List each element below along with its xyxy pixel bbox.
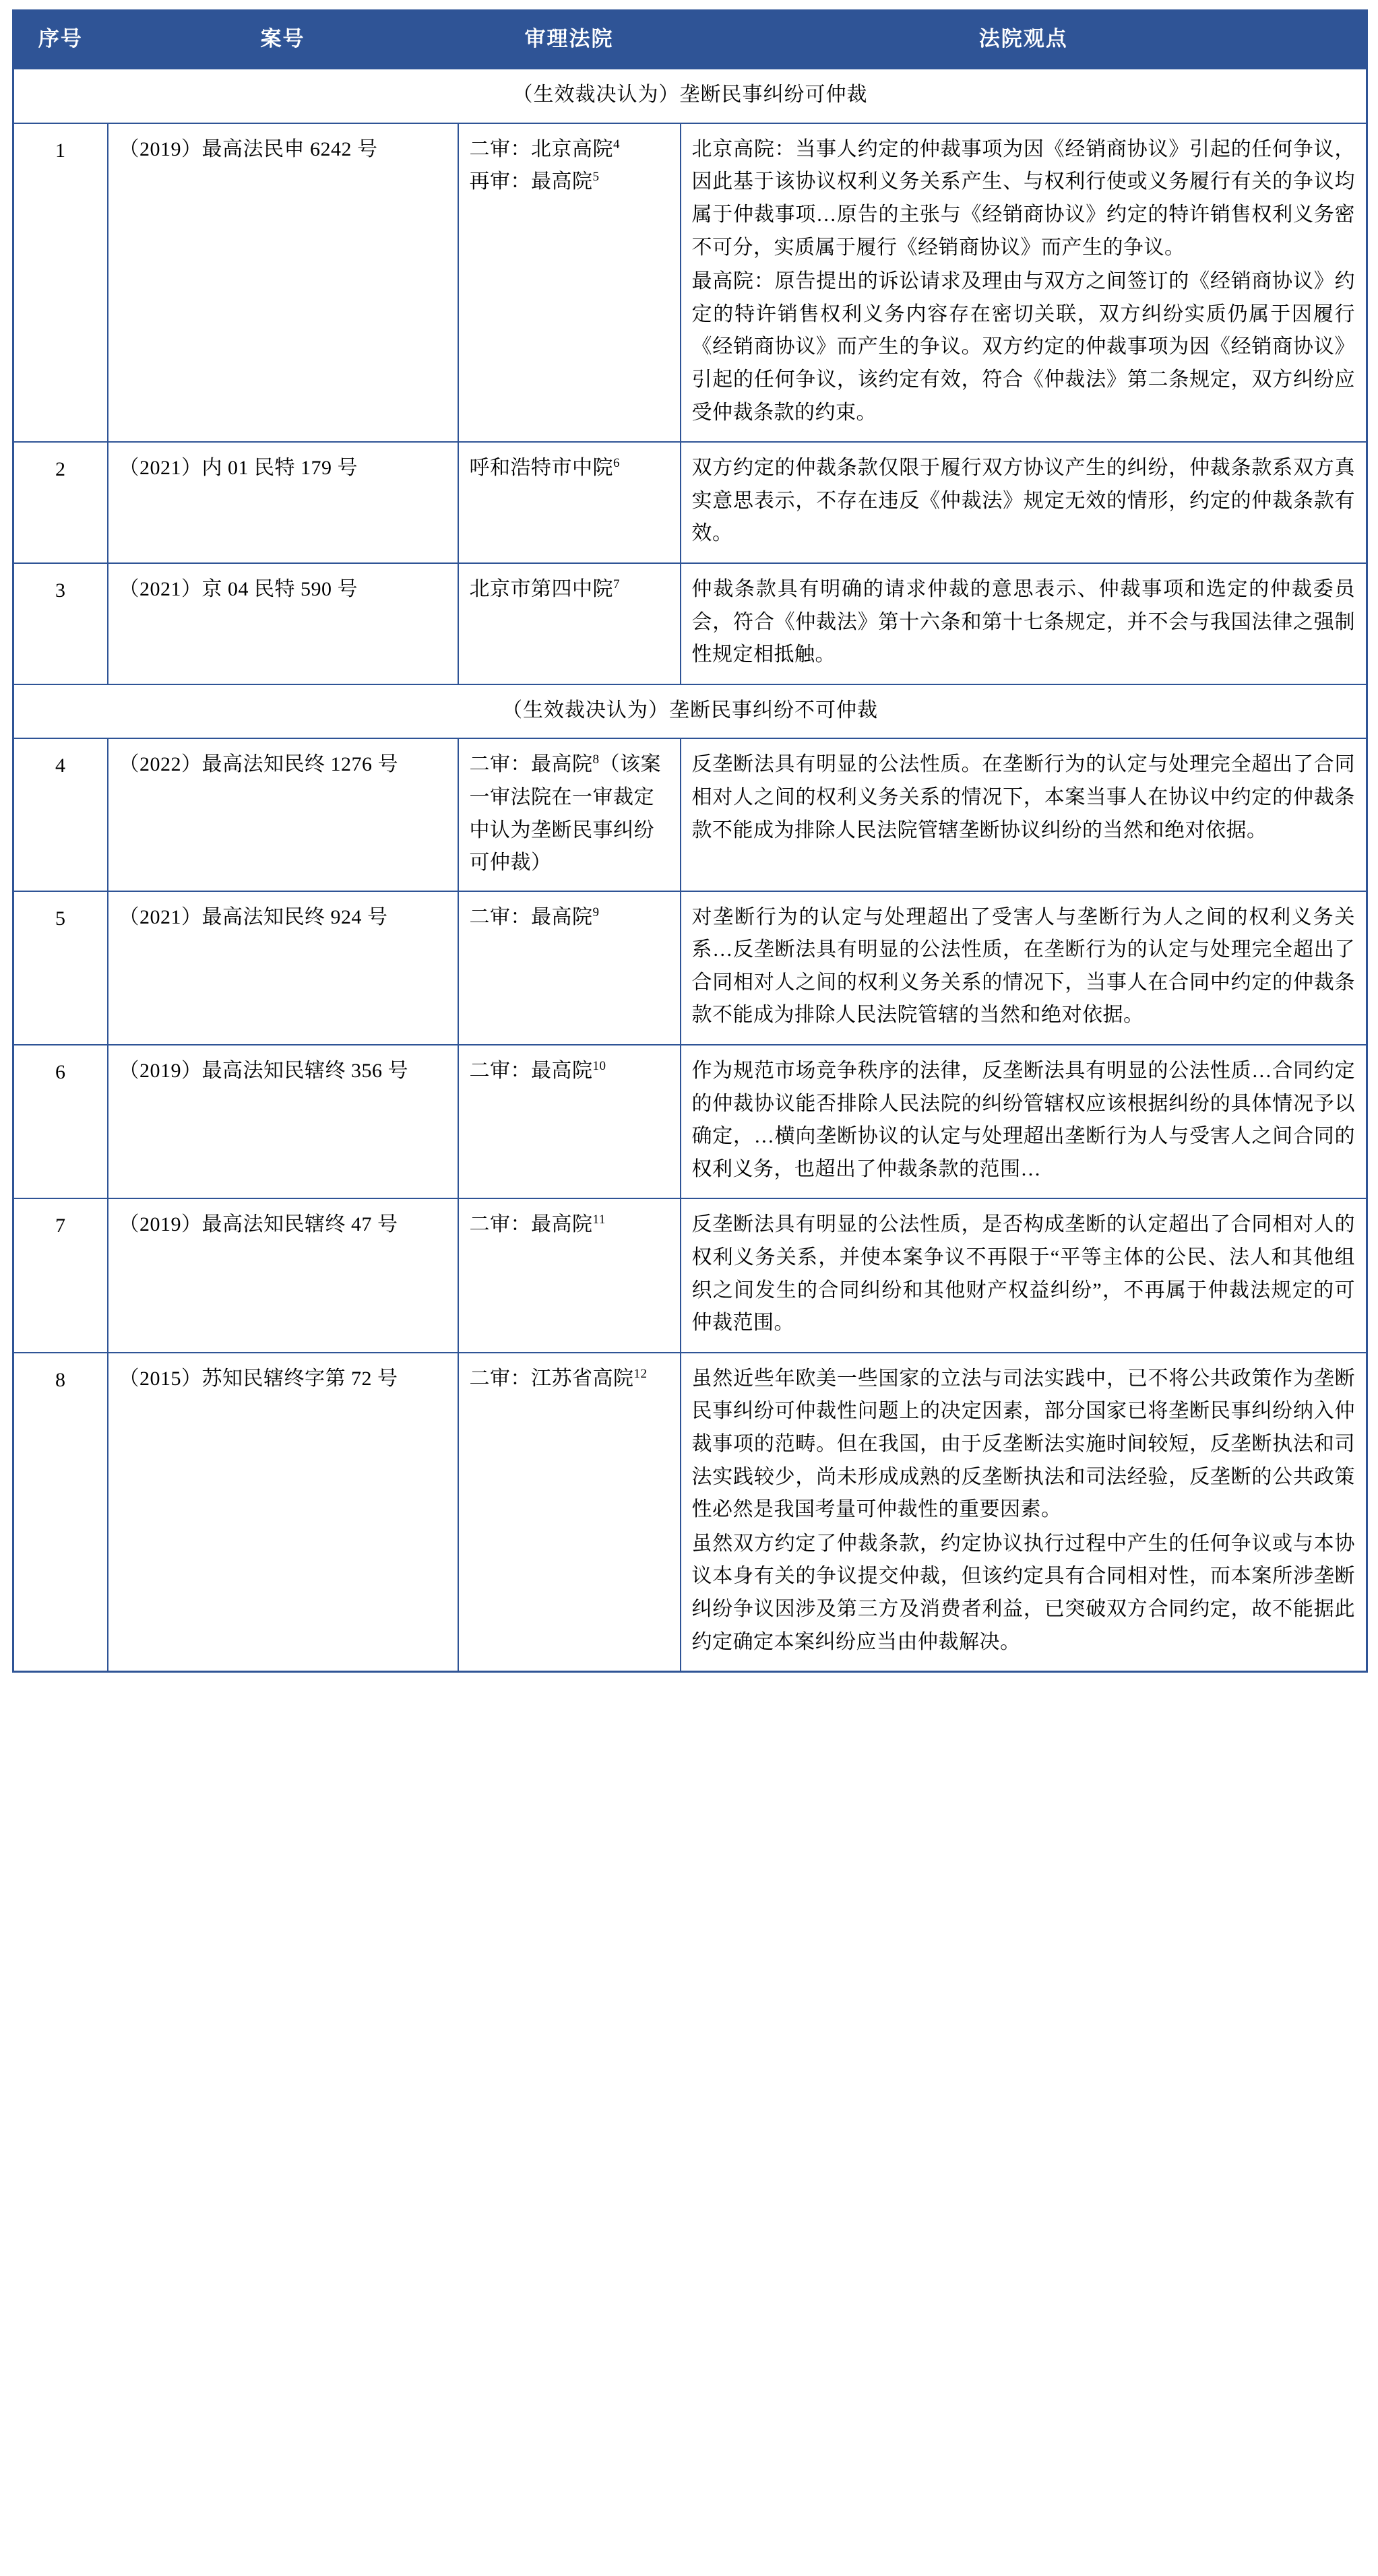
court-note: （该案一审法院在一审裁定中认为垄断民事纠纷可仲裁） [469, 753, 661, 874]
row-court-view [681, 1198, 1367, 1352]
footnote-marker: 11 [592, 1213, 606, 1227]
row-index: 6 [13, 1045, 108, 1198]
row-court-view [681, 1353, 1367, 1672]
row-court-view [681, 442, 1367, 563]
section-header-row [13, 69, 1367, 123]
row-index: 8 [13, 1353, 108, 1672]
view-paragraph: 作为规范市场竞争秩序的法律，反垄断法具有明显的公法性质…合同约定的仲裁协议能否排除人民法院的纠纷管辖权应该根据纠纷的具体情况予以确定，…横向垄断协议的认定与处理超出垄断行为人与受害人之间合同的权利义务，也超出了仲裁条款的范围… [691, 1060, 1355, 1180]
section-label: （生效裁决认为）垄断民事纠纷可仲裁 [13, 69, 1367, 123]
footnote-marker: 5 [592, 170, 600, 185]
row-case-number: （2019）最高法民申 6242 号 [108, 123, 458, 442]
row-case-number: （2021）最高法知民终 924 号 [108, 891, 458, 1045]
view-paragraph: 最高院：原告提出的诉讼请求及理由与双方之间签订的《经销商协议》约定的特许销售权利义务内容存在密切关联，双方纠纷实质仍属于因履行《经销商协议》而产生的争议。双方约定的仲裁事项为因《经销商协议》引起的任何争议，该约定有效，符合《仲裁法》第二条规定，双方纠纷应受仲裁条款的约束。 [691, 270, 1355, 424]
header-court: 审理法院 [458, 11, 681, 69]
court-line: 呼和浩特市中院 [469, 457, 613, 480]
court-line: 二审：最高院 [469, 905, 593, 928]
footnote-marker: 12 [633, 1366, 648, 1381]
row-case-number: （2021）内 01 民特 179 号 [108, 442, 458, 563]
row-index: 2 [13, 442, 108, 563]
row-index: 3 [13, 563, 108, 684]
view-paragraph: 仲裁条款具有明确的请求仲裁的意思表示、仲裁事项和选定的仲裁委员会，符合《仲裁法》第十六条和第十七条规定，并不会与我国法律之强制性规定相抵触。 [691, 577, 1355, 666]
footnote-marker: 7 [613, 577, 620, 591]
court-views-table [12, 9, 1368, 1673]
court-line: 二审：最高院 [469, 1213, 593, 1236]
view-paragraph: 反垄断法具有明显的公法性质。在垄断行为的认定与处理完全超出了合同相对人之间的权利义务关系的情况下，本案当事人在协议中约定的仲裁条款不能成为排除人民法院管辖垄断协议纠纷的当然和绝对依据。 [691, 753, 1355, 841]
court-line: 再审：最高院 [469, 170, 593, 193]
footnote-marker: 6 [613, 456, 620, 471]
table-row [13, 891, 1367, 1045]
view-paragraph: 虽然近些年欧美一些国家的立法与司法实践中，已不将公共政策作为垄断民事纠纷可仲裁性问题上的决定因素，部分国家已将垄断民事纠纷纳入仲裁事项的范畴。但在我国，由于反垄断法实施时间较短，反垄断执法和司法实践较少，尚未形成成熟的反垄断执法和司法经验，反垄断的公共政策性必然是我国考量可仲裁性的重要因素。 [691, 1367, 1355, 1521]
court-line: 北京市第四中院 [469, 577, 613, 600]
row-court [458, 1045, 681, 1198]
header-court-view: 法院观点 [681, 11, 1367, 69]
row-court [458, 1198, 681, 1352]
footnote-marker: 4 [613, 137, 620, 152]
court-line: 二审：北京高院 [469, 137, 613, 160]
row-index: 7 [13, 1198, 108, 1352]
table-header-row [13, 11, 1367, 69]
row-court [458, 738, 681, 891]
view-paragraph: 北京高院：当事人约定的仲裁事项为因《经销商协议》引起的任何争议，因此基于该协议权利义务关系产生、与权利行使或义务履行有关的争议均属于仲裁事项…原告的主张与《经销商协议》约定的特许销售权利义务密不可分，实质属于履行《经销商协议》而产生的争议。 [691, 137, 1355, 259]
row-court [458, 1353, 681, 1672]
view-paragraph: 双方约定的仲裁条款仅限于履行双方协议产生的纠纷，仲裁条款系双方真实意思表示，不存在违反《仲裁法》规定无效的情形，约定的仲裁条款有效。 [691, 457, 1355, 545]
footnote-marker: 10 [592, 1059, 606, 1074]
row-court-view [681, 123, 1367, 442]
header-case-number: 案号 [108, 11, 458, 69]
view-paragraph: 对垄断行为的认定与处理超出了受害人与垄断行为人之间的权利义务关系…反垄断法具有明显的公法性质，在垄断行为的认定与处理完全超出了合同相对人之间的权利义务关系的情况下，当事人在合同中约定的仲裁条款不能成为排除人民法院管辖的当然和绝对依据。 [691, 905, 1355, 1027]
row-court [458, 123, 681, 442]
row-court [458, 563, 681, 684]
section-label: （生效裁决认为）垄断民事纠纷不可仲裁 [13, 684, 1367, 739]
table-row [13, 738, 1367, 891]
table-row [13, 563, 1367, 684]
footnote-marker: 8 [592, 752, 600, 767]
view-paragraph: 反垄断法具有明显的公法性质，是否构成垄断的认定超出了合同相对人的权利义务关系，并使本案争议不再限于“平等主体的公民、法人和其他组织之间发生的合同纠纷和其他财产权益纠纷”，不再属于仲裁法规定的可仲裁范围。 [691, 1213, 1355, 1334]
section-header-row [13, 684, 1367, 739]
header-index: 序号 [13, 11, 108, 69]
row-index: 5 [13, 891, 108, 1045]
row-index: 1 [13, 123, 108, 442]
table-row [13, 1198, 1367, 1352]
court-line: 二审：最高院 [469, 753, 593, 776]
row-case-number: （2019）最高法知民辖终 47 号 [108, 1198, 458, 1352]
table-row [13, 442, 1367, 563]
row-court [458, 891, 681, 1045]
row-case-number: （2022）最高法知民终 1276 号 [108, 738, 458, 891]
court-line: 二审：江苏省高院 [469, 1367, 634, 1390]
row-index: 4 [13, 738, 108, 891]
row-court [458, 442, 681, 563]
footnote-marker: 9 [592, 905, 600, 920]
row-court-view [681, 738, 1367, 891]
row-case-number: （2019）最高法知民辖终 356 号 [108, 1045, 458, 1198]
row-case-number: （2015）苏知民辖终字第 72 号 [108, 1353, 458, 1672]
row-court-view [681, 1045, 1367, 1198]
table-row [13, 1353, 1367, 1672]
table-row [13, 123, 1367, 442]
table-row [13, 1045, 1367, 1198]
row-case-number: （2021）京 04 民特 590 号 [108, 563, 458, 684]
view-paragraph: 虽然双方约定了仲裁条款，约定协议执行过程中产生的任何争议或与本协议本身有关的争议提交仲裁，但该约定具有合同相对性，而本案所涉垄断纠纷争议因涉及第三方及消费者利益，已突破双方合同约定，故不能据此约定确定本案纠纷应当由仲裁解决。 [691, 1532, 1355, 1653]
court-line: 二审：最高院 [469, 1060, 593, 1083]
row-court-view [681, 891, 1367, 1045]
row-court-view [681, 563, 1367, 684]
